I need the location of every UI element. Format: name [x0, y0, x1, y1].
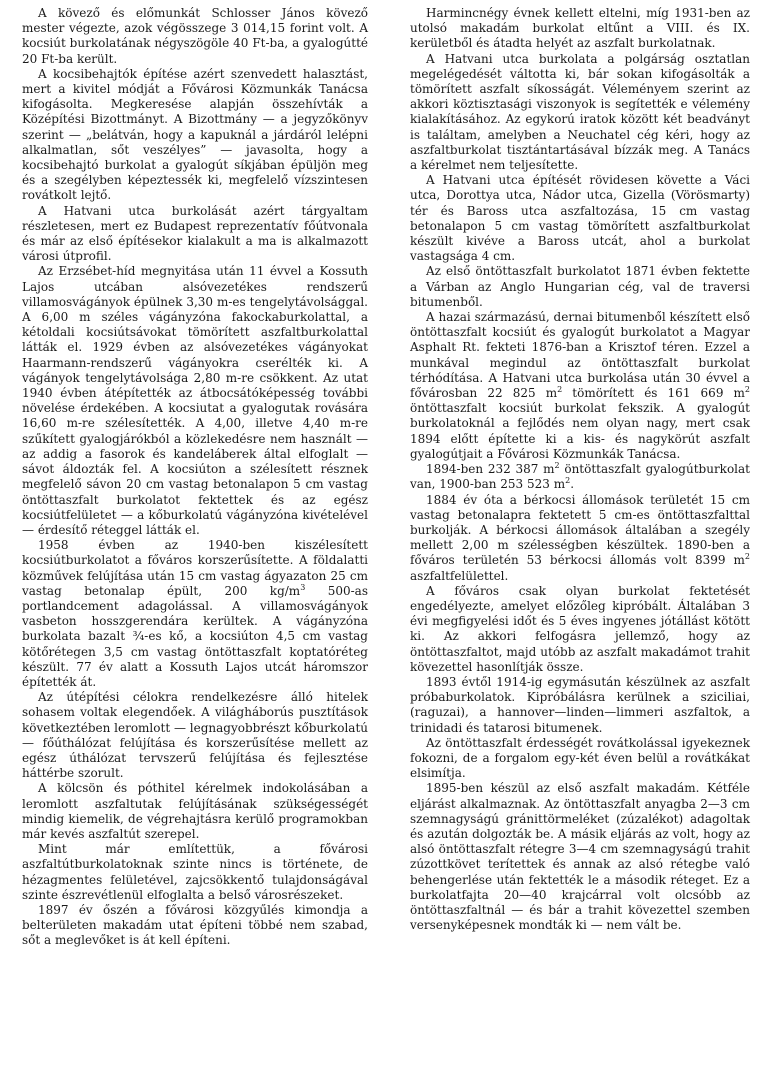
- paragraph: 1958 évben az 1940-ben kiszélesített kocsiútburkolatot a főváros korszerűsítette. A földalatti közművek felújítása után 15 cm vastag ágyazaton 25 cm vastag betonalap épült, 200 $kg/m^3$ 500-as portlandcement adagolással. A villamosvágányok vasbeton hosszgerendára kerültek. A vágányzóna burkolata bazalt ¾-es kő, a kocsiúton 4,5 cm vastag kötőrétegen 3,5 cm vastag öntöttaszfalt koptatóréteg készült. 77 év alatt a Kossuth Lajos utcát háromszor építették át.: [22, 538, 368, 689]
- paragraph: 1884 év óta a bérkocsi állomások területét 15 cm vastag betonalapra fektetett 5 cm-es öntöttaszfalttal burkolják. A bérkocsi állomások általában a szegély mellett 2,00 m szélességben készültek. 1890-ben a főváros területén 53 bérkocsi állomás volt 8399 $m^2$ aszfaltfelülettel.: [410, 492, 750, 583]
- paragraph: A kölcsön és póthitel kérelmek indokolásában a leromlott aszfaltutak felújításának szükségességét mindig kiemelik, de végrehajtásra kerülő programokban már kevés aszfaltút szerepel.: [22, 781, 368, 841]
- paragraph: A hazai származású, dernai bitumenből készített első öntöttaszfalt kocsiút és gyalogút burkolatot a Magyar Asphalt Rt. fekteti 1876-ban a Krisztof téren. Ezzel a munkával megindul az öntöttaszfalt burkolat térhódítása. A Hatvani utca burkolása után 30 évvel a fővárosban 22 825 $m^2$ tömörített és 161 669 $m^2$ öntöttaszfalt kocsiút burkolat fekszik. A gyalogút burkolatoknál a fejlődés nem olyan nagy, mert csak 1894 előtt építette ki a kis- és nagykörút aszfalt gyalogútjait a Fővárosi Közmunkák Tanácsa.: [410, 310, 751, 461]
- paragraph: A kocsibehajtók építése azért szenvedett halasztást, mert a kivitel módját a Fővárosi Közmunkák Tanácsa kifogásolta. Megkeresése alapján összehívták a Középítési Bizottmányt. A Bizottmány — a jegyzőkönyv szerint — „belátván, hogy a kapuknál a járdáról lelépni alkalmatlan, sőt veszélyes” — javasolta, hogy a kocsibehajtó burkolat a gyalogút síkjában épüljön meg és a szegélyben képeztessék ki, megfelelő vízszintesen rovátkolt lejtő.: [22, 66, 368, 203]
- paragraph: A Hatvani utca burkolata a polgárság osztatlan megelégedését váltotta ki, bár sokan kifogásolták a tömörített aszfalt síkosságát. Véleményem szerint az akkori köztisztasági viszonyok is segítették e vélemény kialakításához. Az egykorú iratok között két beadványt is találtam, amelyben a Neuchatel cég kéri, hogy az aszfaltburkolat tisztántartásával bízzák meg. A Tanács a kérelmet nem teljesítette.: [410, 51, 750, 173]
- paragraph: 1894-ben 232 387 $m^2$ öntöttaszfalt gyalogútburkolat van, 1900-ban 253 523 $m^2$.: [410, 461, 750, 492]
- paragraph: A főváros csak olyan burkolat fektetését engedélyezte, amelyet előzőleg kipróbált. Általában 3 évi megfigyelési időt és 5 éves ingyenes jótállást kötött ki. Az akkori felfogásra jellemző, hogy az öntöttaszfaltot, majd utóbb az aszfalt makadámot trahit kövezettel hasonlítják össze.: [410, 583, 750, 674]
- paragraph: Az útépítési célokra rendelkezésre álló hitelek sohasem voltak elegendőek. A világháborús pusztítások következtében leromlott — legnagyobbrészt kőburkolatú — főúthálózat felújítása és korszerűsítése mellett az egész úthálózat tervszerű felújítása és fejlesztése háttérbe szorult.: [22, 690, 368, 781]
- paragraph: Az öntöttaszfalt érdességét rovátkolással igyekeznek fokozni, de a forgalom egy-két éven belül a rovátkákat elsimítja.: [410, 735, 750, 781]
- left-text-column: [22, 6, 368, 1068]
- paragraph: Harmincnégy évnek kellett eltelni, míg 1931-ben az utolsó makadám burkolat eltűnt a VIII. és IX. kerületből és átadta helyét az aszfalt burkolatnak.: [410, 6, 750, 51]
- paragraph: 1897 év őszén a fővárosi közgyűlés kimondja a belterületen makadám utat építeni többé nem szabad, sőt a meglevőket is át kell építeni.: [22, 902, 368, 948]
- right-text-column: [410, 6, 750, 1068]
- paragraph: 1893 évtől 1914-ig egymásután készülnek az aszfalt próbaburkolatok. Kipróbálásra kerülnek a sziciliai, (raguzai), a hannover—linden—limmeri aszfaltok, a trinidadi és tatarosi bitumenek.: [410, 674, 750, 735]
- paragraph: Az Erzsébet-híd megnyitása után 11 évvel a Kossuth Lajos utcában alsóvezetékes rendszerű villamosvágányok épülnek 3,30 m-es tengelytávolsággal. A 6,00 m széles vágányzóna fakockaburkolattal, a kétoldali kocsiútsávokat tömörített aszfaltburkolattal látták el. 1929 évben az alsóvezetékes vágányokat Haarmann-rendszerű vágányokra cserélték ki. A vágányok tengelytávolsága 2,80 m-re csökkent. Az utat 1940 évben átépítették az átbocsátóképesség további növelése érdekében. A kocsiutat a gyalogutak rovására 16,60 m-re szélesítették. A 4,00, illetve 4,40 m-re szűkített gyalogjárókból a közlekedésre nem használt — az addig a fasorok és kandeláberek által elfoglalt — sávot áldozták fel. A kocsiúton a szélesített résznek megfelelő sávon 20 cm vastag betonalapon 5 cm vastag öntöttaszfalt burkolatot fektettek és az egész kocsiútfelületet — a kőburkolatú vágányzóna kivételével — érdesítő réteggel látták el.: [22, 264, 368, 537]
- paragraph: A Hatvani utca építését rövidesen követte a Váci utca, Dorottya utca, Nádor utca, Gizella (Vörösmarty) tér és Baross utca aszfaltozása, 15 cm vastag betonalapon 5 cm vastag tömörített aszfaltburkolat készült kivéve a Baross utcát, ahol a burkolat vastagsága 4 cm.: [410, 173, 750, 264]
- paragraph: A kövező és előmunkát Schlosser János kövező mester végezte, azok végösszege 3 014,15 forint volt. A kocsiút burkolatának négyszögöle 40 Ft-ba, a gyalogútté 20 Ft-ba került.: [22, 6, 368, 66]
- paragraph: Az első öntöttaszfalt burkolatot 1871 évben fektette a Várban az Anglo Hungarian cég, val de traversi bitumenből.: [410, 264, 750, 309]
- paragraph: Mint már említettük, a fővárosi aszfaltútburkolatoknak szinte nincs is története, de hézagmentes felületével, zajcsökkentő tulajdonságával szinte észrevétlenül elfoglalta a belső városrészeket.: [22, 842, 368, 902]
- paragraph: A Hatvani utca burkolását azért tárgyaltam részletesen, mert ez Budapest reprezentatív főútvonala és már az első építésekor kialakult a ma is alkalmazott városi útprofil.: [22, 203, 368, 264]
- paragraph: 1895-ben készül az első aszfalt makadám. Kétféle eljárást alkalmaznak. Az öntöttaszfalt anyagba 2—3 cm szemnagyságú gránittörmeléket (zúzalékot) adagoltak és azután dolgozták be. A másik eljárás az volt, hogy az alsó öntöttaszfalt rétegre 3—4 cm szemnagyságú trahit zúzottkövet terítettek és annak az alsó rétegbe való behengerlése után fektették le a második réteget. Ez a burkolatfajta 20—40 krajcárral volt olcsóbb az öntöttaszfaltnál — és bár a trahit kövezettel szemben versenyképesnek mondták ki — nem vált be.: [410, 781, 750, 933]
